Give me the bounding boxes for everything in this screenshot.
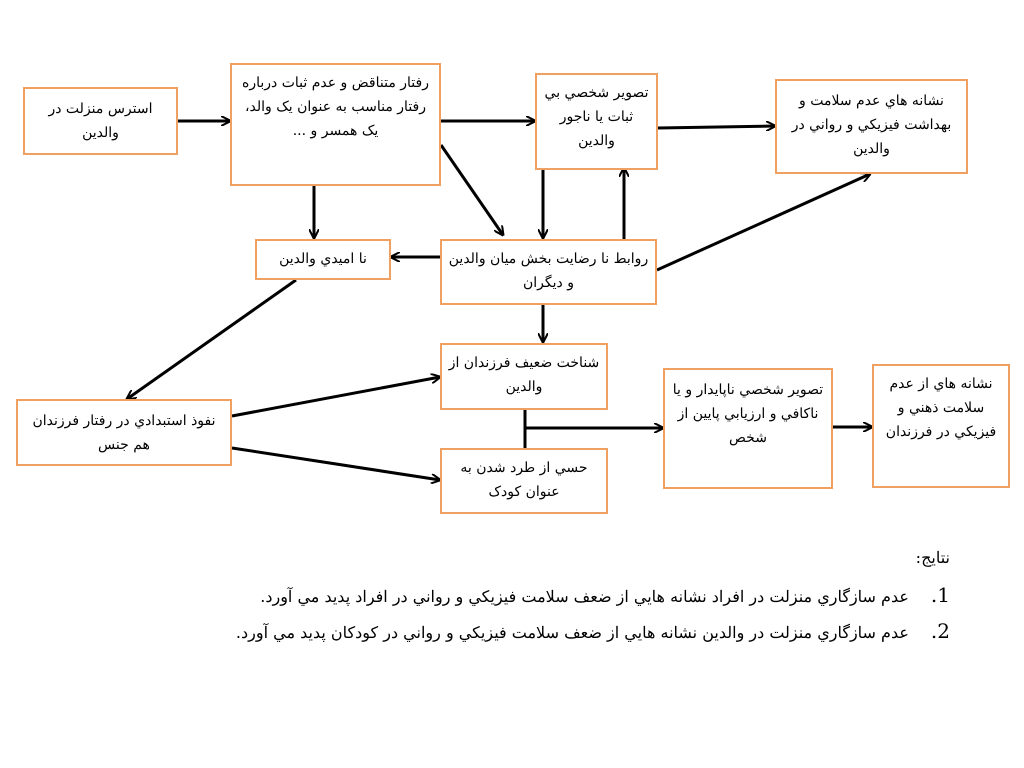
node-parents-hopelessness (255, 239, 391, 280)
node-contradictory-behavior (230, 63, 441, 186)
node-unstable-self-image-person (663, 368, 833, 489)
node-label: رفتار متناقض و عدم ثبات درباره رفتار مناسب به عنوان يک والد، يک همسر و ... (242, 75, 429, 139)
arrow-n8-n9 (232, 448, 440, 480)
node-label: شناخت ضعيف فرزندان از والدين (448, 355, 600, 395)
result-text: عدم سازگاري منزلت در افراد نشانه هايي از ضعف سلامت فيزيکي و رواني در افراد پديد مي آورد. (260, 587, 909, 606)
arrow-n5-n8 (127, 280, 296, 399)
node-label: تصوير شخصي ناپايدار و يا ناکافي و ارزيابي پايين از شخص (672, 382, 824, 446)
node-parents-health-signs (775, 79, 968, 174)
node-label: نفوذ استبدادي در رفتار فرزندان هم جنس (32, 413, 216, 453)
node-label: نشانه هاي از عدم سلامت ذهني و فيزيکي در فرزندان (885, 376, 997, 440)
results-title: نتايج: (915, 548, 950, 567)
node-label: تصوير شخصي بي ثبات يا ناجور والدين (544, 85, 649, 149)
result-number: 2. (930, 619, 950, 643)
node-unsatisfying-relations (440, 239, 657, 305)
result-item-1 (260, 583, 950, 609)
result-item-2 (236, 619, 950, 645)
node-authoritarian-influence (16, 399, 232, 466)
node-childhood-rejection (440, 448, 608, 514)
arrow-n3-n4 (658, 126, 775, 128)
node-label: نشانه هاي عدم سلامت و بهداشت فيزيکي و رواني در والدين (791, 93, 952, 157)
arrow-n8-n7 (232, 377, 440, 416)
node-label: روابط نا رضايت بخش ميان والدين و ديگران (448, 251, 649, 291)
node-label: استرس منزلت در والدين (48, 101, 153, 141)
node-weak-children-knowledge (440, 343, 608, 410)
arrow-n2-n6 (441, 145, 503, 235)
node-children-health-signs (872, 364, 1010, 488)
arrow-n6-n4 (657, 174, 870, 270)
result-number: 1. (930, 583, 950, 607)
node-label: حسي از طرد شدن به عنوان کودک (460, 460, 588, 500)
node-label: نا اميدي والدين (279, 251, 367, 267)
node-parents-status-stress (23, 87, 178, 155)
result-text: عدم سازگاري منزلت در والدين نشانه هايي از ضعف سلامت فيزيکي و رواني در کودکان پديد مي آورد. (235, 623, 909, 642)
node-unstable-self-image-parents (535, 73, 658, 170)
